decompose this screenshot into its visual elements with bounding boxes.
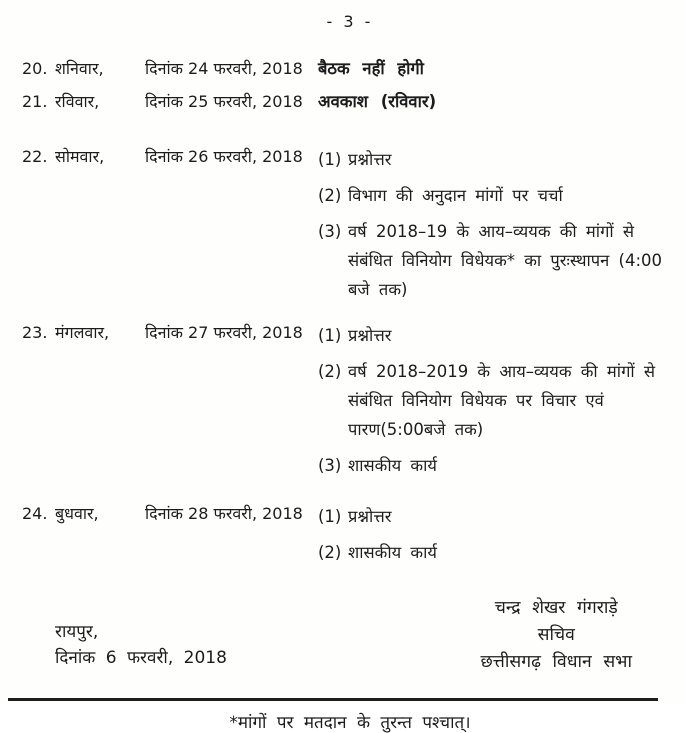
row-agenda-cell (318, 321, 678, 480)
row-serial: 20. (22, 59, 48, 78)
agenda-item-text: प्रश्नोत्तर (348, 326, 392, 345)
signatory-organization: छत्तीसगढ़ विधान सभा (480, 652, 632, 672)
row-day: शनिवार, (55, 59, 104, 78)
row-date-cell (55, 321, 318, 345)
row-day: सोमवार, (55, 147, 105, 166)
agenda-item-number: (1) (318, 150, 342, 169)
row-agenda-cell (318, 57, 678, 81)
agenda-item (318, 217, 678, 304)
row-serial: 24. (22, 504, 48, 523)
row-date-cell (55, 90, 318, 114)
row-date: दिनांक 25 फरवरी, 2018 (145, 92, 303, 111)
row-date: दिनांक 24 फरवरी, 2018 (145, 59, 303, 78)
row-serial: 22. (22, 147, 48, 166)
row-date-cell (55, 502, 318, 526)
agenda-item-number: (3) (318, 456, 342, 475)
agenda-item-text: वर्ष 2018–2019 के आय–व्ययक की मांगों से संबंधित विनियोग विधेयक पर विचार एवं पारण(5:00बजे तक) (348, 362, 656, 439)
agenda-item-number: (1) (318, 326, 342, 345)
schedule-row-24 (22, 502, 678, 567)
row-date: दिनांक 28 फरवरी, 2018 (145, 504, 303, 523)
footnote: *मांगों पर मतदान के तुरन्त पश्चात्। (229, 713, 471, 733)
signatory-name: चन्द्र शेखर गंगराड़े (494, 598, 618, 618)
agenda-item (318, 321, 678, 350)
agenda-item-number: (2) (318, 543, 342, 562)
signoff-place-date (55, 595, 227, 676)
agenda-note: अवकाश (रविवार) (318, 92, 437, 111)
agenda-item-text: शासकीय कार्य (348, 543, 437, 562)
row-day: बुधवार, (55, 504, 99, 523)
row-agenda-cell (318, 90, 678, 114)
row-date: दिनांक 27 फरवरी, 2018 (145, 323, 303, 342)
row-agenda-cell (318, 145, 678, 304)
schedule-row-20 (22, 57, 678, 81)
agenda-item (318, 502, 678, 531)
agenda-item-number: (3) (318, 222, 342, 241)
row-serial: 23. (22, 323, 48, 342)
agenda-item (318, 451, 678, 480)
agenda-item-text: प्रश्नोत्तर (348, 150, 392, 169)
signoff-date: दिनांक 6 फरवरी, 2018 (55, 648, 227, 668)
divider-rule (8, 698, 658, 701)
agenda-item-text: विभाग की अनुदान मांगों पर चर्चा (348, 186, 563, 205)
agenda-item (318, 181, 678, 210)
schedule-row-23 (22, 321, 678, 480)
row-date-cell (55, 57, 318, 81)
agenda-item-number: (1) (318, 507, 342, 526)
agenda-item-number: (2) (318, 362, 342, 381)
agenda-item-text: प्रश्नोत्तर (348, 507, 392, 526)
agenda-item-number: (2) (318, 186, 342, 205)
row-day: रविवार, (55, 92, 100, 111)
schedule-row-22 (22, 145, 678, 304)
signatory-block (481, 595, 633, 676)
agenda-item-text: शासकीय कार्य (348, 456, 437, 475)
row-agenda-cell (318, 502, 678, 567)
agenda-item-text: वर्ष 2018–19 के आय–व्ययक की मांगों से संबंधित विनियोग विधेयक* का पुरःस्थापन (4:00 बजे तक) (348, 222, 663, 299)
signatory-designation: सचिव (537, 625, 575, 645)
signoff-block (22, 595, 678, 676)
page-number: - 3 - (326, 12, 374, 31)
row-date-cell (55, 145, 318, 169)
schedule-row-21 (22, 90, 678, 114)
row-day: मंगलवार, (55, 323, 110, 342)
agenda-item (318, 538, 678, 567)
session-schedule (22, 57, 678, 567)
row-date: दिनांक 26 फरवरी, 2018 (145, 147, 303, 166)
agenda-item (318, 145, 678, 174)
signoff-place: रायपुर, (55, 622, 99, 642)
agenda-note: बैठक नहीं होगी (318, 59, 424, 78)
agenda-item (318, 357, 678, 444)
row-serial: 21. (22, 92, 48, 111)
